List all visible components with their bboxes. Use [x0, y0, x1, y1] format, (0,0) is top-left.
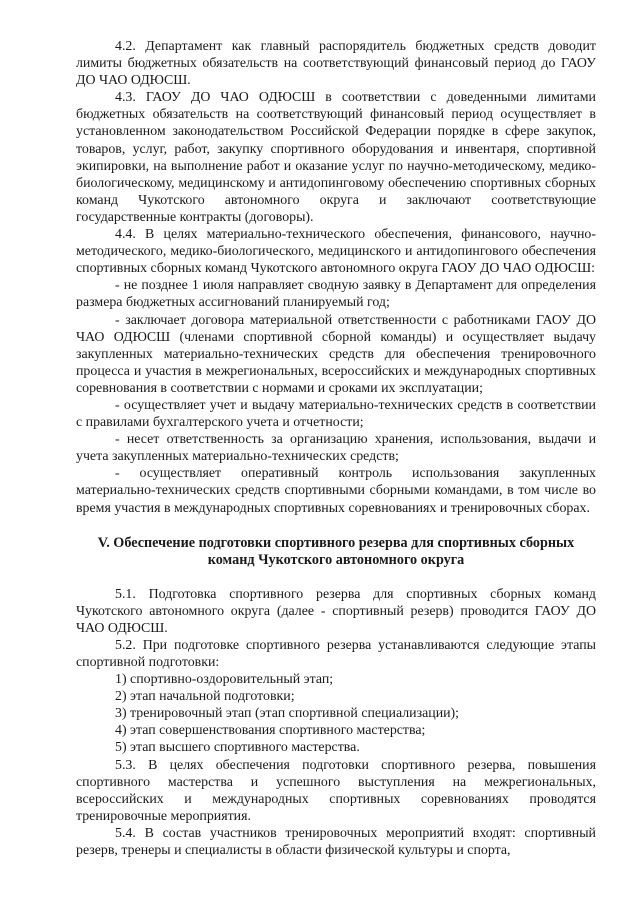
paragraph-4-2: 4.2. Департамент как главный распорядитель бюджетных средств доводит лимиты бюджетных обязательств на соответствующий финансовый период до ГАОУ ДО ЧАО ОДЮСШ. [76, 39, 596, 89]
paragraph-4-4: 4.4. В целях материально-технического обеспечения, финансового, научно-методического, медико-биологического, медицинского и антидопингового обеспечения спортивных сборных команд Чукотского автономного округа ГАОУ ДО ЧАО ОДЮСШ: [76, 227, 596, 277]
stage-item-1: 1) спортивно-оздоровительный этап; [115, 672, 334, 688]
section-heading: V. Обеспечение подготовки спортивного резерва для спортивных сборных команд Чукотского автономного округа [97, 534, 575, 569]
stage-item-4: 4) этап совершенствования спортивного мастерства; [115, 723, 426, 739]
list-item-responsibility: - несет ответственность за организацию хранения, использования, выдачи и учета закупленных материально-технических средств; [76, 432, 596, 465]
paragraph-5-2: 5.2. При подготовке спортивного резерва устанавливаются следующие этапы спортивной подготовки: [76, 637, 596, 670]
list-item-control: - осуществляет оперативный контроль использования закупленных материально-технических средств спортивными сборными командами, в том числе во время участия в международных спортивных соревнованиях и тренировочных сборах. [76, 466, 596, 516]
paragraph-4-3: 4.3. ГАОУ ДО ЧАО ОДЮСШ в соответствии с доведенными лимитами бюджетных обязательств на соответствующий финансовый период осуществляет в установленном законодательством Российской Федерации порядке в сфере закупок, товаров, услуг, работ, закупку спортивного оборудования и инвентаря, спортивной экипировки, на выполнение работ и оказание услуг по научно-методическому, медико-биологическому, медицинскому и антидопинговому обеспечению спортивных сборных команд Чукотского автономного округа и заключают соответствующие государственные контракты (договоры). [76, 90, 596, 225]
list-item-application: - не позднее 1 июля направляет сводную заявку в Департамент для определения размера бюджетных ассигнований планируемый год; [76, 278, 596, 311]
paragraph-5-3: 5.3. В целях обеспечения подготовки спортивного резерва, повышения спортивного мастерства и успешного выступления на межрегиональных, всероссийских и международных спортивных соревнованиях проводятся тренировочные мероприятия. [76, 757, 596, 824]
stage-item-2: 2) этап начальной подготовки; [115, 689, 295, 705]
list-item-accounting: - осуществляет учет и выдачу материально-технических средств в соответствии с правилами бухгалтерского учета и отчетности; [76, 397, 596, 431]
document-page [76, 38, 596, 859]
paragraph-5-1: 5.1. Подготовка спортивного резерва для спортивных сборных команд Чукотского автономного округа (далее - спортивный резерв) проводится ГАОУ ДО ЧАО ОДЮСШ. [76, 586, 596, 636]
stage-item-3: 3) тренировочный этап (этап спортивной специализации); [115, 706, 460, 722]
list-item-contracts: - заключает договора материальной ответственности с работниками ГАОУ ДО ЧАО ОДЮСШ (членами спортивной сборной команды) и осуществляет выдачу закупленных материально-технических средств для обеспечения тренировочного процесса и участия в межрегиональных, всероссийских и международных спортивных соревнования в соответствии с нормами и сроками их эксплуатации; [76, 312, 596, 396]
paragraph-5-4: 5.4. В состав участников тренировочных мероприятий входят: спортивный резерв, тренеры и специалисты в области физической культуры и спорта, [76, 825, 596, 859]
stage-item-5: 5) этап высшего спортивного мастерства. [115, 740, 360, 756]
